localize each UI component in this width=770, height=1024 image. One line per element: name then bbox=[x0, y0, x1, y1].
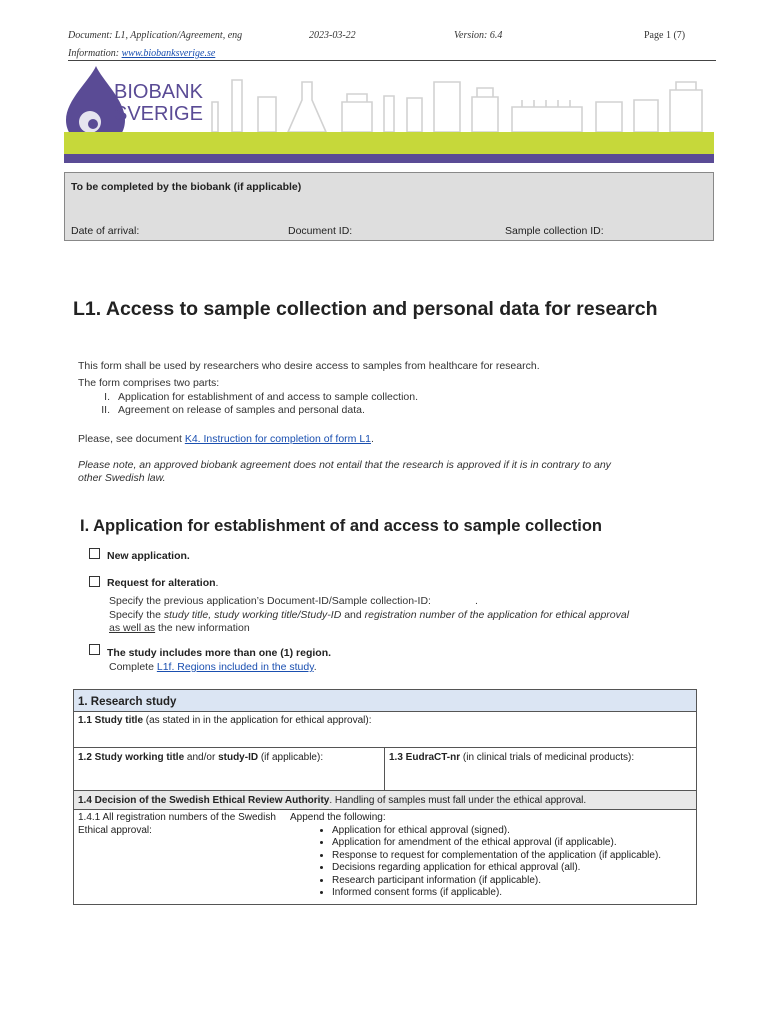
study-title-cell[interactable] bbox=[74, 712, 697, 748]
intro-item-1 bbox=[78, 391, 418, 403]
purple-band bbox=[64, 154, 714, 163]
study-working-title-cell[interactable] bbox=[74, 748, 385, 791]
study-id-label: study-ID bbox=[218, 752, 259, 763]
intro-item-1-num: I. bbox=[104, 391, 110, 403]
document-id-label: Document ID: bbox=[288, 225, 353, 237]
append-item: • Decisions regarding application for ethical approval (all). bbox=[332, 862, 692, 875]
logo-text-2: SVERIGE bbox=[114, 103, 203, 125]
biobank-box bbox=[64, 172, 714, 241]
see-suffix: . bbox=[371, 433, 374, 445]
intro-line-2: The form comprises two parts: bbox=[78, 377, 220, 389]
eudract-label: 1.3 EudraCT-nr bbox=[389, 752, 461, 763]
study-title-label: 1.1 Study title bbox=[78, 715, 144, 726]
intro-item-2-text: Agreement on release of samples and personal data. bbox=[118, 404, 365, 416]
append-item: • Application for amendment of the ethical approval (if applicable). bbox=[332, 837, 692, 850]
eudract-rest: (in clinical trials of medicinal products): bbox=[460, 752, 635, 763]
append-heading: Append the following: bbox=[290, 812, 386, 823]
registration-numbers-label[interactable]: 1.4.1 All registration numbers of the Swedish Ethical approval: bbox=[78, 812, 276, 836]
see-prefix: Please, see document bbox=[78, 433, 185, 445]
ethical-decision-header bbox=[74, 791, 697, 810]
eudract-cell[interactable] bbox=[385, 748, 697, 791]
date-of-arrival-label: Date of arrival: bbox=[71, 225, 140, 237]
append-list bbox=[290, 825, 692, 900]
spec2-b: study title, study working title/Study-ID bbox=[163, 609, 342, 621]
spec-line-1 bbox=[109, 595, 478, 607]
page-title: L1. Access to sample collection and personal data for research bbox=[73, 298, 658, 320]
logo-dot-inner bbox=[88, 119, 98, 129]
working-title-rest: (if applicable): bbox=[258, 752, 324, 763]
complete-prefix: Complete bbox=[109, 661, 157, 673]
spec2-c: and bbox=[341, 609, 365, 621]
complete-line bbox=[109, 661, 317, 673]
new-application-label: New application. bbox=[107, 550, 190, 562]
spec2-d: registration number of the application for ethical approval bbox=[364, 609, 630, 621]
append-item: • Informed consent forms (if applicable). bbox=[332, 887, 692, 900]
append-item: • Application for ethical approval (signed). bbox=[332, 825, 692, 838]
intro-line-1: This form shall be used by researchers who desire access to samples from healthcare for research. bbox=[78, 360, 540, 372]
sample-collection-id-label: Sample collection ID: bbox=[505, 225, 604, 237]
research-study-table bbox=[73, 689, 697, 905]
info-label: Information: bbox=[68, 48, 122, 59]
research-study-heading: 1. Research study bbox=[74, 690, 697, 712]
biobank-box-title: To be completed by the biobank (if applicable) bbox=[71, 181, 302, 193]
intro-item-1-text: Application for establishment of and access to sample collection. bbox=[118, 391, 418, 403]
ethical-decision-rest: . Handling of samples must fall under the ethical approval. bbox=[329, 795, 587, 806]
header-divider bbox=[68, 60, 716, 61]
lab-glassware bbox=[212, 80, 702, 132]
header-date: 2023-03-22 bbox=[309, 30, 356, 41]
append-block bbox=[290, 812, 692, 900]
header-document: Document: L1, Application/Agreement, eng bbox=[68, 30, 243, 41]
header-info bbox=[68, 48, 215, 59]
append-item: • Response to request for complementation of the application (if applicable). bbox=[332, 850, 692, 863]
append-item: • Research participant information (if applicable). bbox=[332, 875, 692, 888]
alteration-dot: . bbox=[215, 577, 219, 589]
multi-region-checkbox[interactable] bbox=[89, 644, 100, 655]
logo-text-1: BIOBANK bbox=[114, 81, 203, 103]
new-application-checkbox[interactable] bbox=[89, 548, 100, 559]
spec1-text: Specify the previous application’s Document-ID/Sample collection-ID: bbox=[109, 595, 431, 607]
regions-link[interactable]: L1f. Regions included in the study bbox=[156, 661, 314, 673]
header-page: Page 1 (7) bbox=[644, 30, 686, 41]
intro-see-line bbox=[78, 433, 374, 445]
spec2-a: Specify the bbox=[109, 609, 164, 621]
alteration-checkbox[interactable] bbox=[89, 576, 100, 587]
alteration-text: Request for alteration bbox=[107, 577, 216, 589]
note-line-1: Please note, an approved biobank agreement does not entail that the research is approved if it is in contrary to any bbox=[78, 459, 611, 471]
info-link[interactable]: www.biobanksverige.se bbox=[121, 48, 216, 59]
note-line-2: other Swedish law. bbox=[78, 472, 166, 484]
ethical-decision-label: 1.4 Decision of the Swedish Ethical Review Authority bbox=[78, 795, 330, 806]
green-band bbox=[64, 132, 714, 154]
section-1-heading: I. Application for establishment of and access to sample collection bbox=[80, 517, 603, 535]
header-version: Version: 6.4 bbox=[454, 30, 503, 41]
spec1-end: . bbox=[474, 595, 478, 607]
spec-line-3 bbox=[109, 622, 250, 634]
spec3-b: the new information bbox=[155, 622, 250, 634]
spec-line-2 bbox=[109, 609, 629, 621]
multi-region-label: The study includes more than one (1) region. bbox=[107, 647, 332, 659]
instruction-link[interactable]: K4. Instruction for completion of form L1 bbox=[184, 433, 371, 445]
intro-item-2 bbox=[78, 404, 365, 416]
study-title-rest: (as stated in in the application for ethical approval): bbox=[143, 715, 372, 726]
registration-row bbox=[74, 810, 697, 905]
working-title-mid: and/or bbox=[184, 752, 219, 763]
working-title-label: 1.2 Study working title bbox=[78, 752, 185, 763]
spec3-a: as well as bbox=[109, 622, 156, 634]
alteration-label bbox=[107, 577, 218, 589]
complete-suffix: . bbox=[313, 661, 317, 673]
intro-item-2-num: II. bbox=[101, 404, 110, 416]
